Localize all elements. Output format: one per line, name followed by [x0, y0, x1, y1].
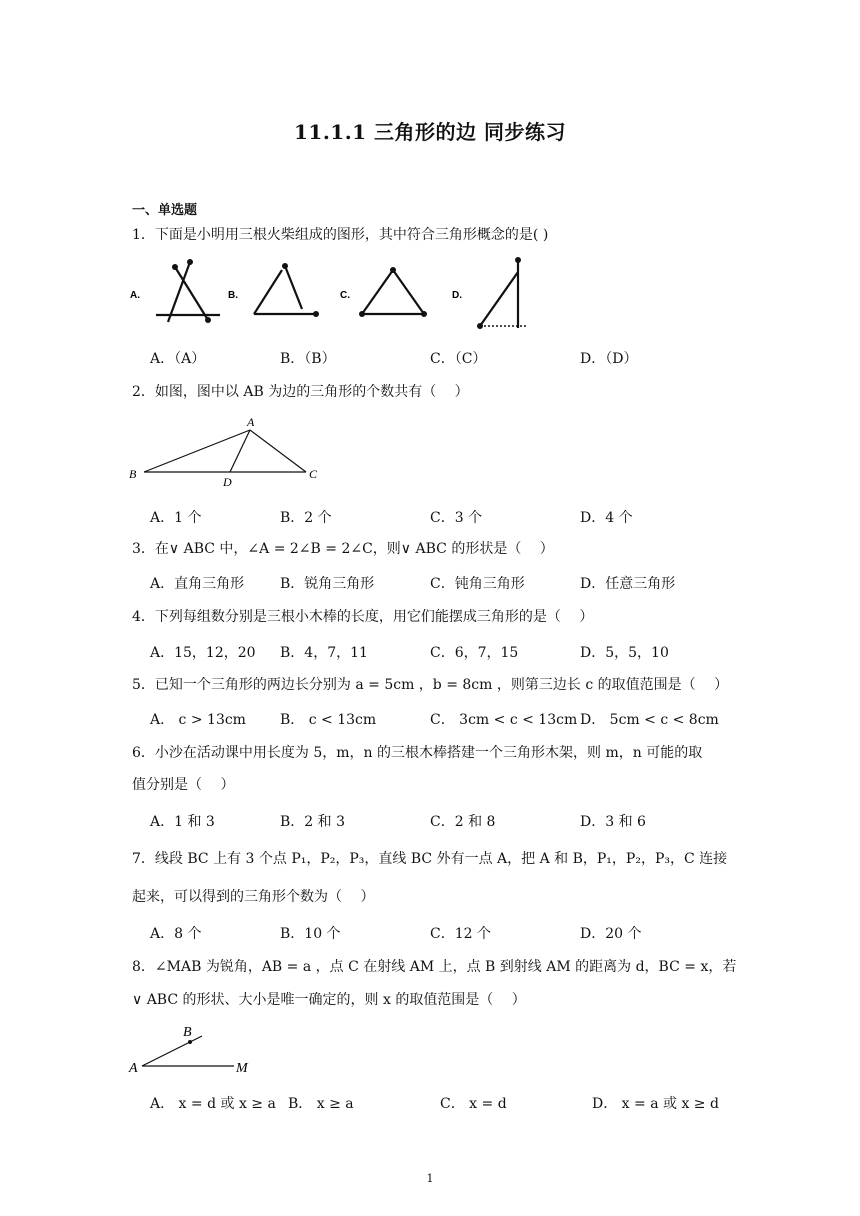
q4-option-d[interactable]: D．5，5，10: [580, 645, 669, 661]
q1-option-c[interactable]: C．（C）: [430, 351, 487, 367]
q2-label-d: D: [223, 475, 232, 489]
page-title: 11.1.1 三角形的边 同步练习: [293, 120, 566, 144]
q1-stem: 1．下面是小明用三根火柴组成的图形，其中符合三角形概念的是( ): [132, 227, 549, 243]
q7-stem-line1: 7．线段 BC 上有 3 个点 P₁，P₂，P₃，直线 BC 外有一点 A，把 A 和 B，P₁，P₂，P₃，C 连接: [132, 851, 728, 867]
q5-option-b[interactable]: B． c < 13cm: [280, 712, 377, 728]
section-heading: 一、单选题: [132, 203, 198, 218]
q2-option-a[interactable]: A．1 个: [150, 510, 202, 526]
q1-fig-label-d: D.: [452, 290, 462, 301]
q2-stem: 2．如图，图中以 AB 为边的三角形的个数共有（ ）: [132, 384, 469, 400]
q4-option-a[interactable]: A．15，12，20: [150, 645, 256, 661]
q3-option-c[interactable]: C．钝角三角形: [430, 576, 525, 592]
q1-option-b[interactable]: B．（B）: [280, 351, 336, 367]
q1-fig-label-b: B.: [228, 290, 238, 301]
q4-option-b[interactable]: B．4，7，11: [280, 645, 368, 661]
q1-option-d[interactable]: D．（D）: [580, 351, 638, 367]
q1-fig-label-a: A.: [130, 290, 140, 301]
q5-option-d[interactable]: D． 5cm < c < 8cm: [580, 712, 719, 728]
q8-figure: [126, 1018, 266, 1078]
q8-option-d[interactable]: D． x = a 或 x ≥ d: [592, 1096, 719, 1112]
q5-stem: 5．已知一个三角形的两边长分别为 a = 5cm ，b = 8cm ，则第三边长 c 的取值范围是（ ）: [132, 677, 729, 693]
q7-stem-line2: 起来，可以得到的三角形个数为（ ）: [132, 889, 375, 905]
q3-option-a[interactable]: A．直角三角形: [150, 576, 245, 592]
q6-stem-line1: 6．小沙在活动课中用长度为 5，m，n 的三根木棒搭建一个三角形木架，则 m，n 可能的取: [132, 745, 703, 761]
q7-option-c[interactable]: C．12 个: [430, 926, 491, 942]
q1-fig-label-c: C.: [340, 290, 350, 301]
q3-option-d[interactable]: D．任意三角形: [580, 576, 676, 592]
q8-option-a[interactable]: A． x = d 或 x ≥ a: [150, 1096, 276, 1112]
q7-option-d[interactable]: D．20 个: [580, 926, 642, 942]
q2-option-b[interactable]: B．2 个: [280, 510, 332, 526]
q2-label-a: A: [247, 415, 255, 429]
q8-stem-line1: 8．∠MAB 为锐角，AB = a ，点 C 在射线 AM 上，点 B 到射线 AM 的距离为 d，BC = x，若: [132, 959, 737, 975]
q5-option-c[interactable]: C． 3cm < c < 13cm: [430, 712, 578, 728]
q4-option-c[interactable]: C．6，7，15: [430, 645, 519, 661]
q8-option-c[interactable]: C． x = d: [440, 1096, 507, 1112]
q6-option-d[interactable]: D．3 和 6: [580, 814, 646, 830]
q3-stem: 3．在∨ ABC 中，∠A = 2∠B = 2∠C，则∨ ABC 的形状是（ ）: [132, 541, 554, 557]
q2-label-b: B: [129, 467, 137, 481]
q7-option-a[interactable]: A．8 个: [150, 926, 202, 942]
q2-option-d[interactable]: D．4 个: [580, 510, 633, 526]
q1-option-a[interactable]: A．（A）: [150, 351, 206, 367]
q1-figure: [128, 256, 528, 336]
q8-stem-line2: ∨ ABC 的形状、大小是唯一确定的，则 x 的取值范围是（ ）: [132, 992, 526, 1008]
q6-option-b[interactable]: B．2 和 3: [280, 814, 346, 830]
q8-label-a: A: [129, 1061, 138, 1076]
q6-stem-line2: 值分别是（ ）: [132, 777, 235, 793]
q2-option-c[interactable]: C．3 个: [430, 510, 483, 526]
page-number: 1: [426, 1172, 434, 1185]
q4-stem: 4．下列每组数分别是三根小木棒的长度，用它们能摆成三角形的是（ ）: [132, 609, 594, 625]
q5-option-a[interactable]: A． c > 13cm: [150, 712, 246, 728]
q8-option-b[interactable]: B． x ≥ a: [288, 1096, 354, 1112]
q7-option-b[interactable]: B．10 个: [280, 926, 341, 942]
q2-label-c: C: [309, 467, 318, 481]
q6-option-a[interactable]: A．1 和 3: [150, 814, 215, 830]
q2-figure: [126, 412, 336, 490]
q3-option-b[interactable]: B．锐角三角形: [280, 576, 375, 592]
q8-label-b: B: [183, 1025, 192, 1040]
q8-label-m: M: [236, 1061, 248, 1076]
q6-option-c[interactable]: C．2 和 8: [430, 814, 496, 830]
